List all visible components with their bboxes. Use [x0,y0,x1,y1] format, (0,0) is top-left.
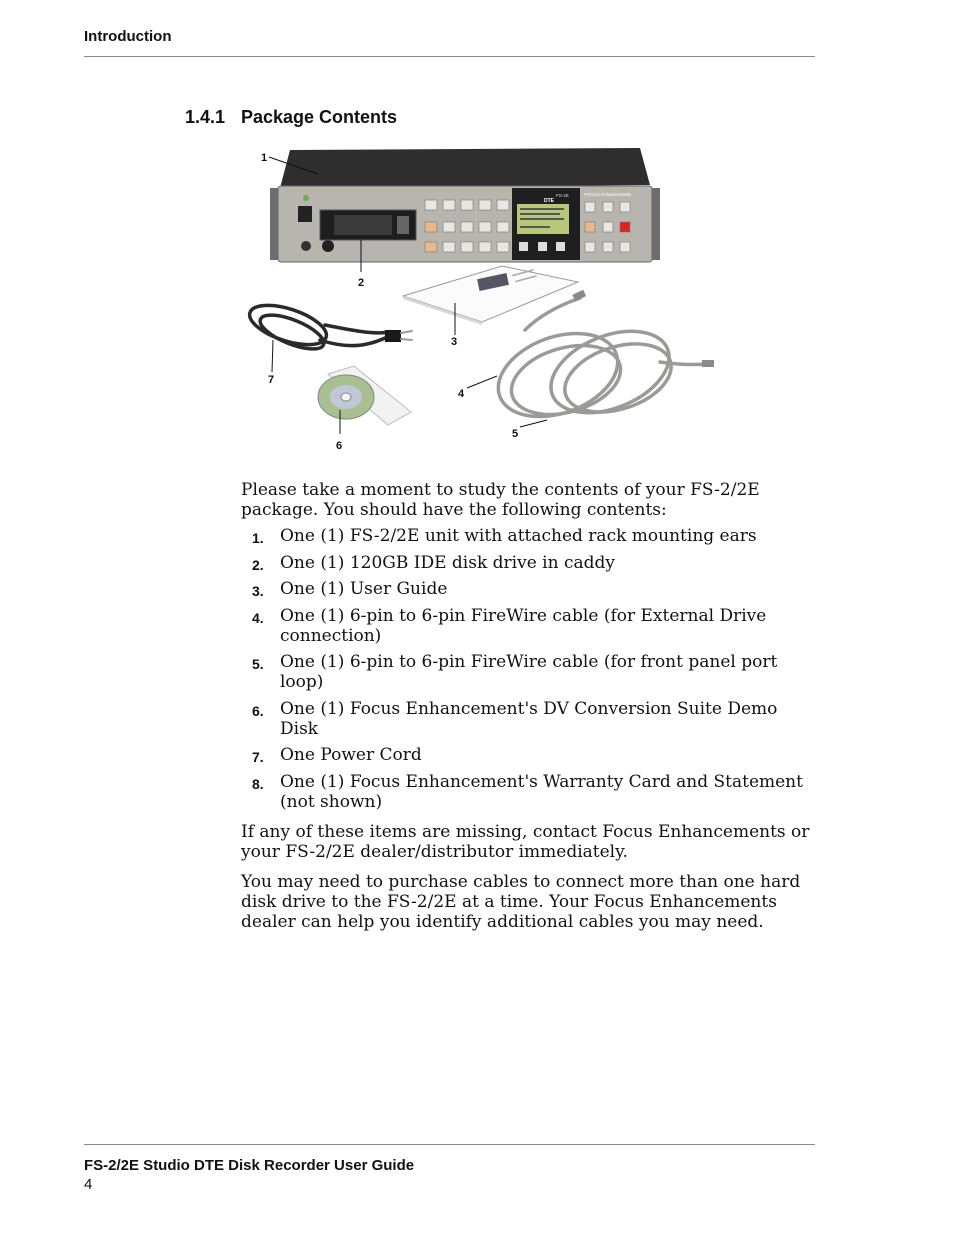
list-item-number: 4. [252,609,264,626]
list-item [241,772,816,812]
header-divider [84,56,815,57]
list-item-text: One (1) 120GB IDE disk drive in caddy [280,552,615,573]
list-item [241,606,816,646]
list-item-number: 8. [252,775,264,792]
user-guide-illustration [403,266,578,325]
running-header: Introduction [84,28,172,45]
list-item [241,553,816,573]
package-contents-figure [240,140,720,460]
list-item-text: One Power Cord [280,745,422,765]
unit-model-label: FS-2E [556,193,569,198]
footer-divider [84,1144,815,1145]
section-heading [185,107,397,128]
missing-items-paragraph: If any of these items are missing, contact Focus Enhancements or your FS-2/2E dealer/distributor immediately. [241,821,810,862]
unit-maker-label: FOCUS Enhancements [584,192,632,197]
list-item-text: One (1) 6-pin to 6-pin FireWire cable (for External Drive connection) [280,605,767,646]
list-item [241,652,816,692]
list-item-text: One (1) Focus Enhancement's Warranty Card and Statement (not shown) [280,771,803,812]
fs2-rack-unit-illustration [270,148,660,262]
running-footer-title: FS-2/2E Studio DTE Disk Recorder User Guide [84,1157,415,1174]
list-item [241,526,816,546]
callout-1: 1 [261,152,268,164]
callout-7: 7 [268,374,275,386]
list-item-number: 3. [252,583,264,599]
firewire-cables-illustration [487,290,714,432]
additional-cables-paragraph: You may need to purchase cables to connect more than one hard disk drive to the FS-2/2E at a time. Your Focus Enhancements dealer can help you identify additional cables you may need. [241,871,801,932]
list-item [241,699,816,739]
list-item [241,579,816,599]
list-item-number: 1. [252,530,264,546]
unit-brand-label: DTE [544,198,554,204]
contents-list [241,526,816,812]
list-item-number: 7. [252,749,264,765]
section-title: Package Contents [241,107,398,127]
list-item-number: 2. [252,556,264,573]
intro-paragraph: Please take a moment to study the contents of your FS-2/2E package. You should have the following contents: [241,480,760,520]
list-item-number: 6. [252,702,264,719]
list-item [241,745,816,765]
list-item-text: One (1) User Guide [280,579,448,599]
list-item-text: One (1) FS-2/2E unit with attached rack mounting ears [280,526,757,546]
callout-2: 2 [358,277,365,289]
list-item-number: 5. [252,656,264,672]
body-text [241,480,816,932]
power-cord-illustration [245,297,412,355]
callout-6: 6 [336,440,343,452]
callout-3: 3 [451,336,458,348]
section-number: 1.4.1 [185,107,226,127]
page-number: 4 [84,1176,93,1193]
callout-4: 4 [458,388,465,400]
callout-5: 5 [512,428,519,440]
demo-disk-illustration [318,366,411,425]
list-item-text: One (1) Focus Enhancement's DV Conversion Suite Demo Disk [280,698,778,739]
list-item-text: One (1) 6-pin to 6-pin FireWire cable (for front panel port loop) [280,652,778,692]
